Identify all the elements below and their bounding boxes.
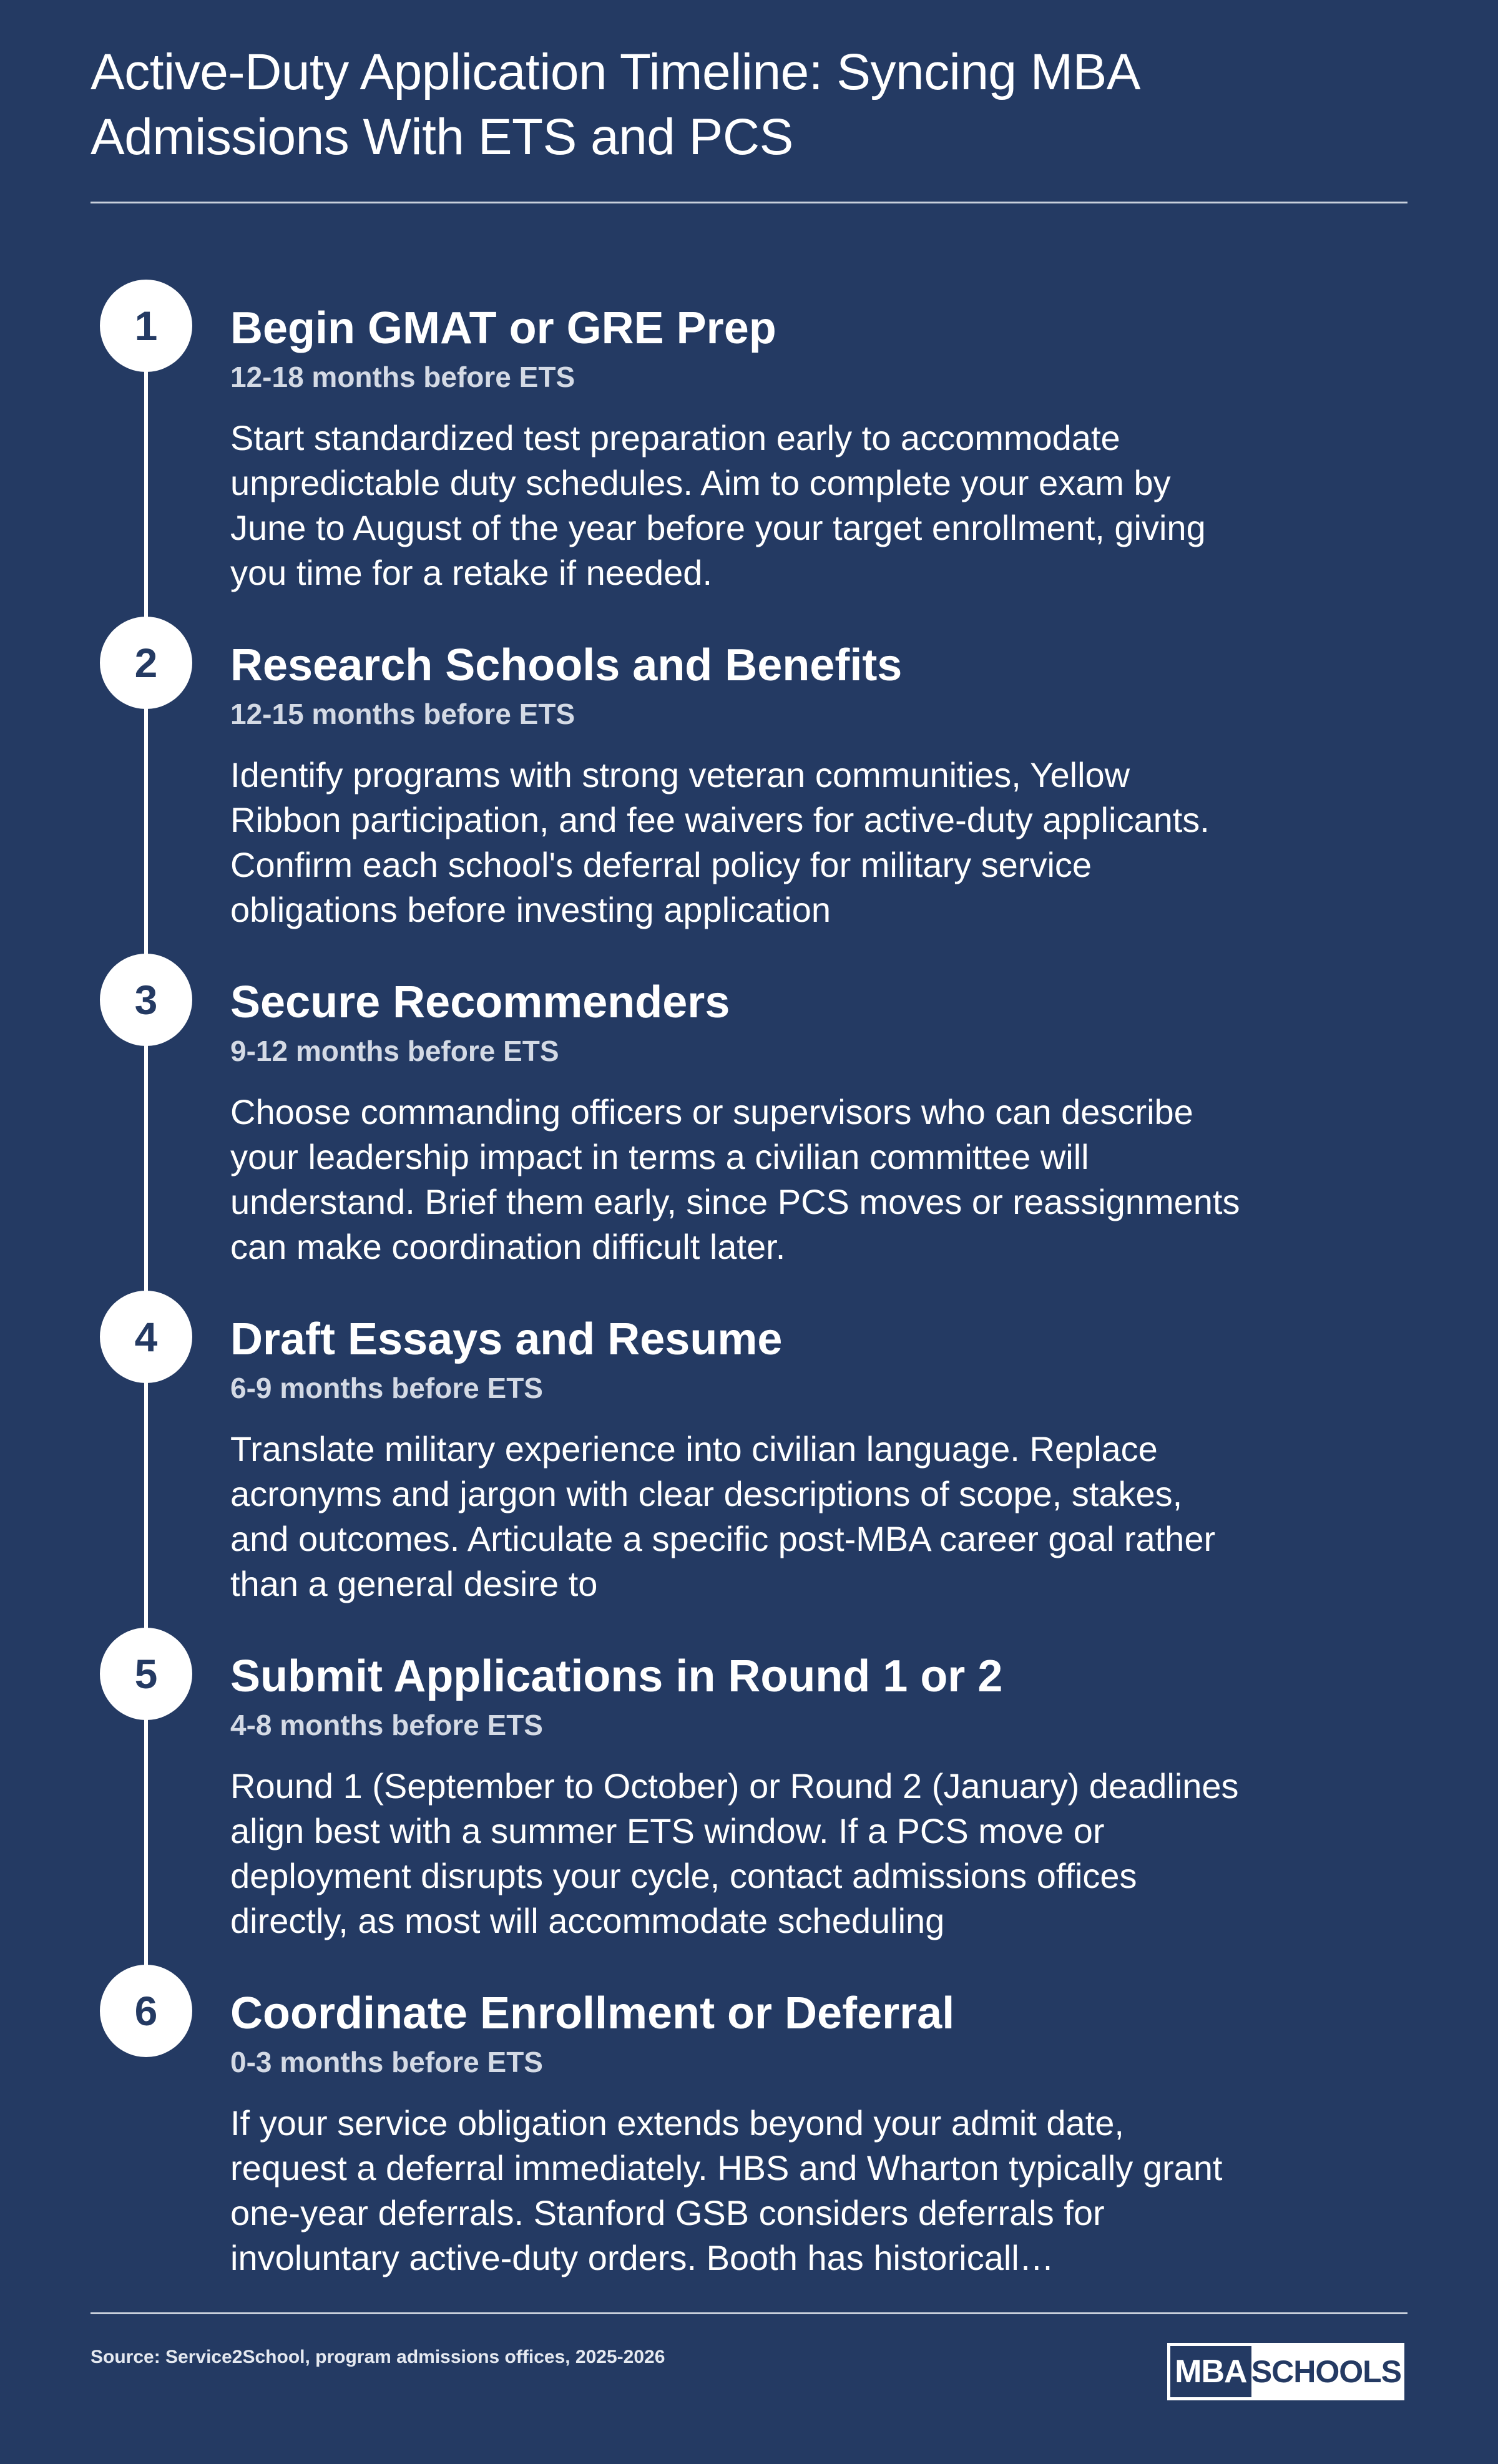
step-title: Draft Essays and Resume [230, 1314, 783, 1364]
step-number-badge: 1 [100, 280, 192, 372]
step-number-badge: 5 [100, 1628, 192, 1720]
step-title: Research Schools and Benefits [230, 640, 903, 690]
page-title: Active-Duty Application Timeline: Syncing MBA Admissions With ETS and PCS [91, 44, 1138, 165]
logo-mba-text: MBA [1170, 2346, 1251, 2397]
step-description: Identify programs with strong veteran communities, Yellow Ribbon participation, and fee waivers for active-duty applicants. Confirm each school's deferral policy for military service obligations before investing application [230, 755, 1210, 929]
step-timing: 9-12 months before ETS [230, 1035, 559, 1067]
header-divider [91, 202, 1407, 203]
mba-schools-logo [1167, 2343, 1404, 2400]
step-number-badge: 3 [100, 954, 192, 1046]
step-title: Coordinate Enrollment or Deferral [230, 1988, 955, 2038]
step-timing: 12-18 months before ETS [230, 361, 575, 393]
step-description: Choose commanding officers or supervisors who can describe your leadership impact in terms a civilian committee will understand. Brief them early, since PCS moves or reassignments can make coordination difficult later. [230, 1092, 1240, 1266]
step-title: Submit Applications in Round 1 or 2 [230, 1651, 1003, 1701]
step-timing: 4-8 months before ETS [230, 1709, 543, 1741]
source-note: Source: Service2School, program admissions offices, 2025-2026 [91, 2347, 665, 2367]
step-description: If your service obligation extends beyond your admit date, request a deferral immediately. HBS and Wharton typically grant one-year deferrals. Stanford GSB considers deferrals for involuntary active-duty orders. Booth has historicall… [230, 2103, 1223, 2277]
step-description: Translate military experience into civilian language. Replace acronyms and jargon with clear descriptions of scope, stakes, and outcomes. Articulate a specific post-MBA career goal rather than a general desire to [230, 1429, 1216, 1603]
timeline-connector-line [144, 325, 148, 2053]
step-timing: 6-9 months before ETS [230, 1372, 543, 1404]
footer-divider [91, 2312, 1407, 2314]
step-number-badge: 2 [100, 617, 192, 709]
step-description: Start standardized test preparation early to accommodate unpredictable duty schedules. Aim to complete your exam by June to August of the year before your target enrollment, giving you time for a retake if needed. [230, 418, 1206, 592]
step-title: Secure Recommenders [230, 977, 730, 1027]
step-description: Round 1 (September to October) or Round 2 (January) deadlines align best with a summer ETS window. If a PCS move or deployment disrupts your cycle, contact admissions offices directly, as most will accommodate scheduling [230, 1766, 1239, 1940]
logo-schools-text: SCHOOLS [1251, 2346, 1401, 2397]
step-timing: 0-3 months before ETS [230, 2046, 543, 2078]
step-number-badge: 4 [100, 1291, 192, 1383]
step-title: Begin GMAT or GRE Prep [230, 303, 776, 353]
step-number-badge: 6 [100, 1965, 192, 2057]
step-timing: 12-15 months before ETS [230, 698, 575, 730]
